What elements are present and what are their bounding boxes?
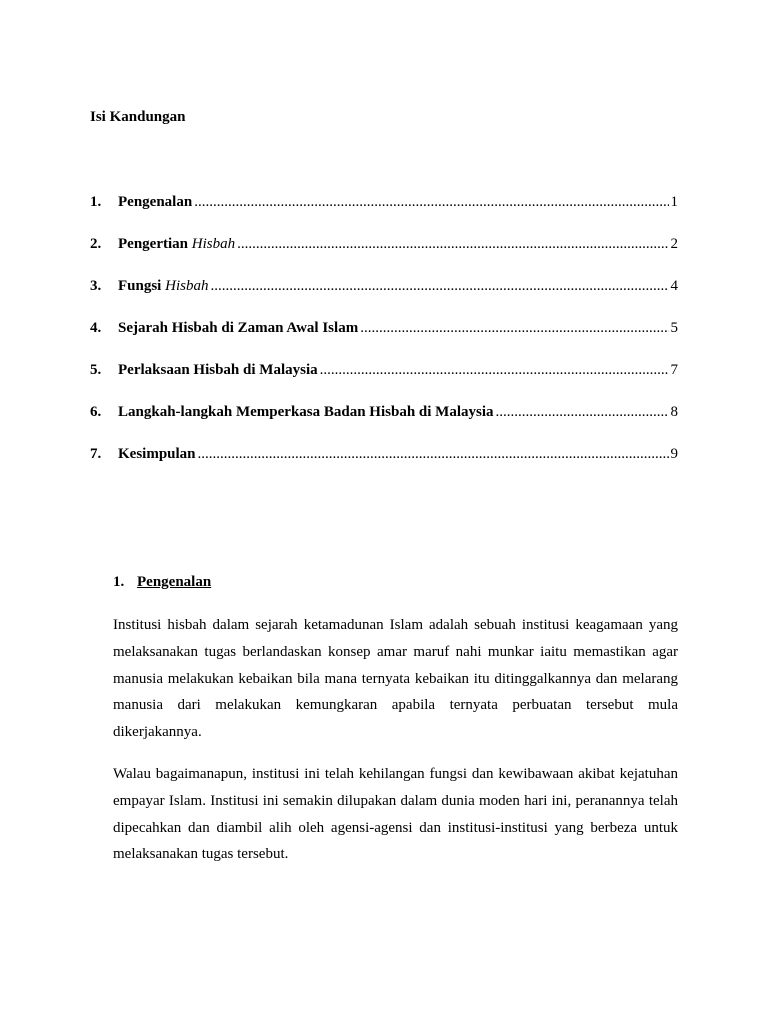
toc-entry-title: Pengertian Hisbah [118, 236, 236, 252]
paragraph: Institusi hisbah dalam sejarah ketamadunan Islam adalah sebuah institusi keagamaan yang melaksanakan tugas berlandaskan konsep amar maruf nahi munkar iaitu memastikan agar manusia melakukan kebaikan bila mana ternyata kebaikan itu ditinggalkannya dan melarang manusia dari melakukan kemungkaran apabila ternyata perbuatan tersebut mula dikerjakannya. [113, 617, 678, 741]
toc-entry-page: 7 [670, 362, 678, 378]
toc-entry-page: 5 [670, 320, 678, 336]
toc-entry-page: 4 [670, 278, 678, 294]
toc-dot-leader [210, 277, 668, 295]
toc-dot-leader [198, 445, 669, 463]
toc-entry-number: 1. [90, 194, 102, 210]
toc-entry-pengertian-hisbah[interactable] [90, 235, 678, 277]
toc-entry-langkah-langkah[interactable] [90, 403, 678, 445]
toc-entry-number: 3. [90, 278, 102, 294]
toc-entry-title: Pengenalan [118, 194, 193, 210]
toc-dot-leader [237, 235, 668, 253]
toc-dot-leader [320, 361, 669, 379]
paragraph: Walau bagaimanapun, institusi ini telah kehilangan fungsi dan kewibawaan akibat kejatuhan empayar Islam. Institusi ini semakin dilupakan dalam dunia moden hari ini, peranannya telah dipecahkan dan diambil alih oleh agensi-agensi dan institusi-institusi yang berbeza untuk melaksanakan tugas tersebut. [113, 766, 678, 863]
toc-dot-leader [496, 403, 669, 421]
toc-entry-page: 8 [670, 404, 678, 420]
toc-entry-pengenalan[interactable] [90, 193, 678, 235]
toc-entry-title: Perlaksaan Hisbah di Malaysia [118, 362, 318, 378]
toc-entry-page: 9 [670, 446, 678, 462]
toc-entry-number: 7. [90, 446, 102, 462]
table-of-contents [90, 193, 678, 487]
toc-dot-leader [194, 193, 668, 211]
section-number: 1. [113, 574, 125, 590]
toc-entry-number: 4. [90, 320, 102, 336]
toc-entry-page: 1 [670, 194, 678, 210]
toc-entry-sejarah-hisbah[interactable] [90, 319, 678, 361]
toc-dot-leader [360, 319, 668, 337]
toc-entry-fungsi-hisbah[interactable] [90, 277, 678, 319]
toc-entry-kesimpulan[interactable] [90, 445, 678, 487]
toc-entry-perlaksaan-hisbah[interactable] [90, 361, 678, 403]
toc-entry-title: Fungsi Hisbah [118, 278, 209, 294]
toc-entry-number: 5. [90, 362, 102, 378]
toc-entry-title: Langkah-langkah Memperkasa Badan Hisbah di Malaysia [118, 404, 494, 420]
toc-entry-title: Sejarah Hisbah di Zaman Awal Islam [118, 320, 359, 336]
section-heading [113, 573, 211, 591]
toc-heading: Isi Kandungan [90, 109, 186, 125]
toc-entry-number: 2. [90, 236, 102, 252]
toc-entry-title: Kesimpulan [118, 446, 196, 462]
toc-entry-number: 6. [90, 404, 102, 420]
section-title: Pengenalan [137, 574, 212, 590]
toc-entry-page: 2 [670, 236, 678, 252]
